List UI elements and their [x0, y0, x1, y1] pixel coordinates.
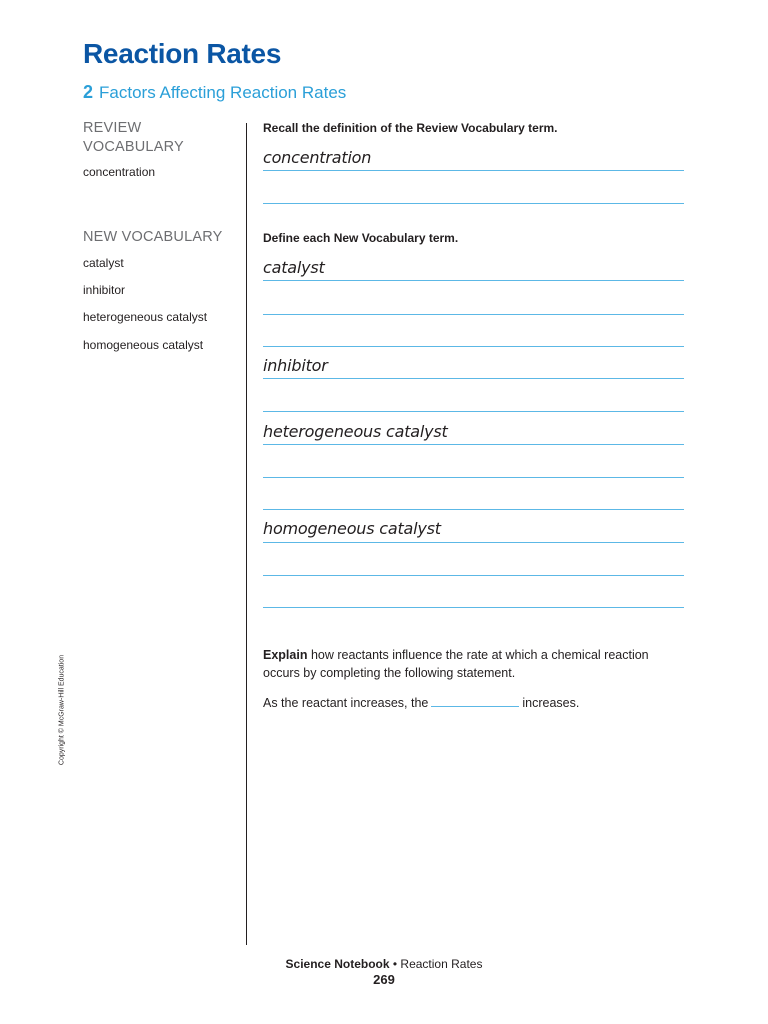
footer-book: Science Notebook [285, 957, 390, 971]
answer-line[interactable] [263, 575, 684, 576]
answer-line[interactable] [263, 314, 684, 315]
section-number: 2 [83, 82, 94, 102]
section-heading [83, 82, 346, 103]
new-vocabulary-heading: NEW VOCABULARY [83, 229, 223, 245]
explain-bold: Explain [263, 648, 308, 662]
answer-line[interactable] [263, 444, 684, 445]
handwritten-catalyst: catalyst [263, 258, 325, 277]
handwritten-concentration: concentration [263, 148, 372, 167]
new-term-homogeneous-catalyst: homogeneous catalyst [83, 338, 204, 352]
new-term-heterogeneous-catalyst: heterogeneous catalyst [83, 310, 208, 324]
review-vocabulary-heading: REVIEW VOCABULARY [83, 120, 184, 155]
new-term-catalyst: catalyst [83, 256, 124, 270]
statement-before: As the reactant increases, the [263, 696, 429, 710]
answer-line[interactable] [263, 203, 684, 204]
review-term: concentration [83, 165, 156, 179]
copyright-notice: Copyright © McGraw-Hill Education [58, 654, 66, 766]
footer-chapter: Reaction Rates [400, 957, 483, 971]
footer-running-title [0, 957, 768, 971]
handwritten-homogeneous-catalyst: homogeneous catalyst [263, 519, 441, 538]
review-instruction: Recall the definition of the Review Vocabulary term. [263, 121, 558, 135]
explain-prompt [263, 646, 688, 682]
footer-separator: • [389, 957, 401, 971]
answer-line[interactable] [263, 509, 684, 510]
answer-line[interactable] [263, 477, 684, 478]
column-divider [246, 123, 247, 945]
fill-in-statement [263, 696, 579, 710]
answer-line[interactable] [263, 346, 684, 347]
handwritten-heterogeneous-catalyst: heterogeneous catalyst [263, 422, 448, 441]
handwritten-inhibitor: inhibitor [263, 356, 328, 375]
answer-line[interactable] [263, 542, 684, 543]
page-title: Reaction Rates [83, 38, 282, 69]
new-instruction: Define each New Vocabulary term. [263, 231, 459, 245]
answer-line[interactable] [263, 378, 684, 379]
fill-in-blank[interactable] [431, 706, 519, 707]
explain-text: how reactants influence the rate at which a chemical reaction occurs by completing the following statement. [263, 648, 649, 680]
page-number: 269 [373, 972, 395, 987]
answer-line[interactable] [263, 280, 684, 281]
answer-line[interactable] [263, 411, 684, 412]
answer-line[interactable] [263, 607, 684, 608]
answer-line[interactable] [263, 170, 684, 171]
statement-after: increases. [522, 696, 580, 710]
new-term-inhibitor: inhibitor [83, 283, 126, 297]
section-title: Factors Affecting Reaction Rates [99, 83, 347, 102]
